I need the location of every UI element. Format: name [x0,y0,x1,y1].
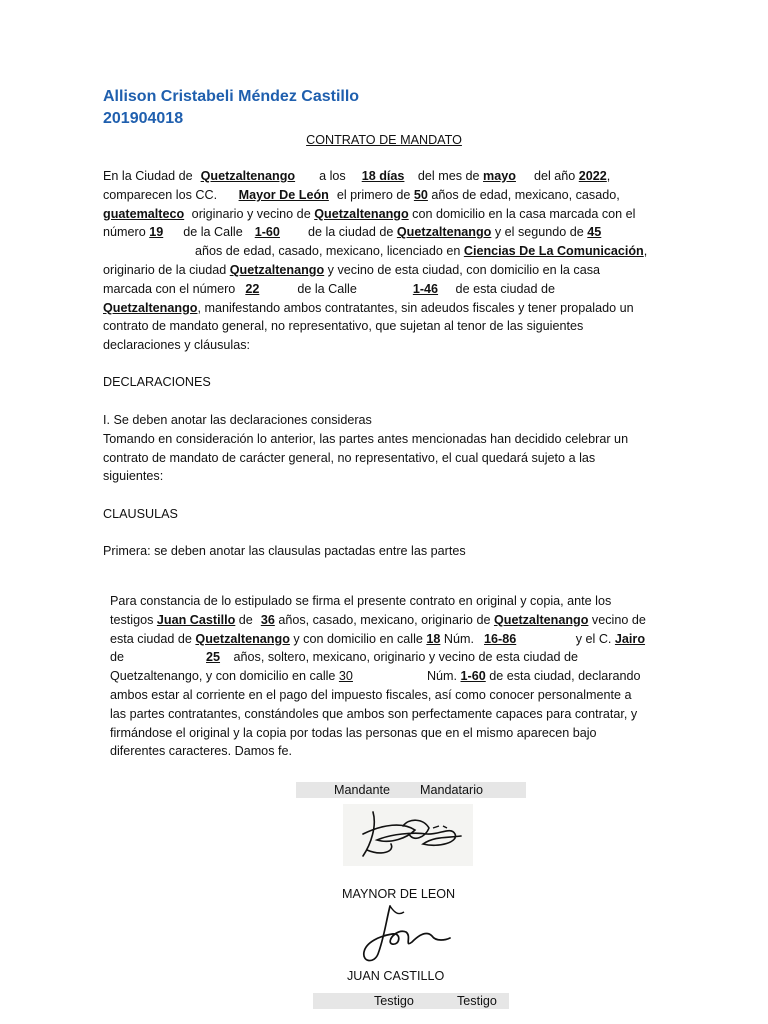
field-num-w2: 1-60 [460,669,486,684]
field-num-w1: 16-86 [484,631,517,646]
intro-paragraph: En la Ciudad de Quetzaltenango a los 18 días del mes de mayo del año 2022, comparecen los CC. Mayor De León el primero de 50 años de edad, mexicano, casado, guatemalteco originario y vecino de Quetzaltenango con domicilio en la casa marcada con el número 19 de la Calle 1-60 de la ciudad de Quetzaltenango y el segundo de 45 años de edad, casado, mexicano, licenciado en Ciencias De La Comunicación, originario de la ciudad Quetzaltenango y vecino de esta ciudad, con domicilio en la casa marcada con el número 22 de la Calle 1-46 de esta ciudad de Quetzaltenango, manifestando ambos contratantes, sin adeudos fiscales y tener propalado un contrato de mandato general, no representativo, que sujetan al tenor de las siguientes declaraciones y cláusulas: [103,169,648,353]
signer-name-2: JUAN CASTILLO [347,969,445,983]
signature-image-maynor [343,804,473,866]
document-title: CONTRATO DE MANDATO [306,133,462,147]
field-city-residence2: Quetzaltenango [103,300,198,315]
testigo-row [313,993,509,1009]
mandatario-label: Mandatario [420,783,484,797]
field-city-w1b: Quetzaltenango [195,631,290,646]
field-city-residence1: Quetzaltenango [396,225,492,240]
field-year: 2022 [578,169,607,183]
signature-image-juan [356,902,456,968]
field-age-w2: 25 [206,650,221,665]
signer-name-1: MAYNOR DE LEON [342,887,456,901]
field-day: 18 días [361,169,405,183]
field-age1: 50 [413,187,428,202]
field-street1: 1-60 [254,225,280,240]
declaraciones-heading: DECLARACIONES [103,375,211,389]
witness-paragraph: Para constancia de lo estipulado se firma el presente contrato en original y copia, ante los testigos Juan Castillo de 36 años, casado, mexicano, originario de Quetzaltenango vecino de esta ciudad de Quetzaltenango y con domicilio en calle 18 Núm. 16-86 y el C. Jairo de 25 años, soltero, mexicano, originario y vecino de esta ciudad de Quetzaltenango, y con domicilio en calle 30 Núm. 1-60 de esta ciudad, declarando ambos estar al corriente en el pago del impuesto fiscales, así como conocer personalmente a las partes contratantes, constándoles que ambos son perfectamente capaces para contratar, y firmándose el original y la copia por todas las personas que en el mismo aparecen bajo diferentes caracteres. Damos fe. [110,594,646,759]
student-id: 201904018 [103,110,184,127]
field-witness2: Jairo [614,631,646,646]
field-city: Quetzaltenango [200,169,296,183]
clausulas-paragraph: Primera: se deben anotar las clausulas pactadas entre las partes [103,544,466,558]
author-block [103,86,359,130]
field-age-w1: 36 [260,612,275,627]
field-witness1: Juan Castillo [156,612,236,627]
field-nationality: guatemalteco [103,206,185,221]
field-city-w1: Quetzaltenango [493,612,589,627]
field-profession: Ciencias De La Comunicación [463,244,644,259]
field-person1: Mayor De León [238,187,329,202]
field-month: mayo [483,169,516,183]
field-street-w2: 30 [338,669,353,684]
author-name: Allison Cristabeli Méndez Castillo [103,88,360,105]
mandante-mandatario-row [296,782,526,798]
declaraciones-paragraph: I. Se deben anotar las declaraciones consideras Tomando en consideración lo anterior, las partes antes mencionadas han decidido celebrar un contrato de mandato de carácter general, no representativo, el cual quedará sujeto a las siguientes: [103,413,629,484]
testigo-label-1: Testigo [374,994,414,1008]
field-street-w1: 18 [426,631,441,646]
field-age2: 45 [587,225,602,240]
mandante-label: Mandante [334,783,391,797]
field-city-origin2: Quetzaltenango [229,262,325,277]
field-street2: 1-46 [412,281,439,296]
field-house-number2: 22 [245,281,260,296]
field-house-number1: 19 [149,225,164,240]
testigo-label-2: Testigo [457,994,497,1008]
field-city-origin1: Quetzaltenango [314,206,409,221]
clausulas-heading: CLAUSULAS [103,507,178,521]
